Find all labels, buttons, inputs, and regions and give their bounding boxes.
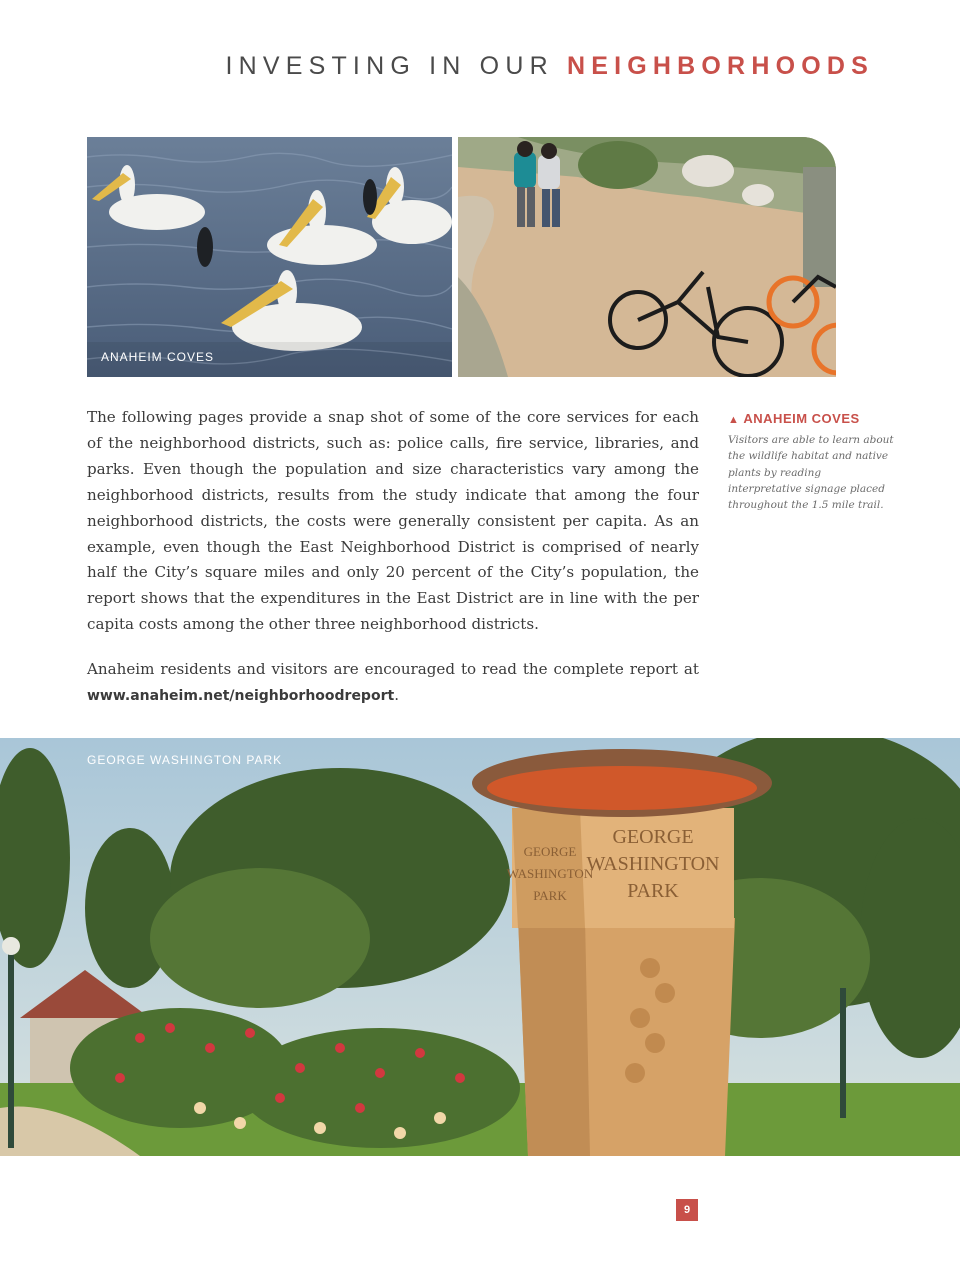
report-link[interactable]: www.anaheim.net/neighborhoodreport (87, 688, 395, 705)
photo-caption (728, 411, 898, 513)
park-photo-label: GEORGE WASHINGTON PARK (87, 753, 283, 767)
page-header (225, 52, 874, 81)
sign-side-line-1: GEORGE (523, 844, 577, 859)
sign-front-line-3: PARK (627, 880, 679, 902)
report-link-suffix: . (394, 686, 399, 705)
header-title-accent: NEIGHBORHOODS (566, 52, 874, 80)
park-monument-photo (0, 738, 960, 1156)
trail-bikes-photo (458, 137, 836, 377)
pelicans-photo (87, 137, 452, 377)
triangle-up-icon: ▲ (728, 414, 740, 426)
sign-side-line-3: PARK (533, 888, 567, 903)
intro-paragraph: The following pages provide a snap shot of some of the core services for each of the neighborhood districts, such as: police calls, fire service, libraries, and parks. Even though the population and size characteristics vary among the neighborhood districts, results from the study indicate that among the four neighborhood districts, the costs were generally consistent per capita. As an example, even though the East Neighborhood District is comprised of nearly half the City’s square miles and only 20 percent of the City’s population, the report shows that the expenditures in the East District are in line with the per capita costs among the other three neighborhood districts. (87, 408, 699, 634)
caption-title-text: ANAHEIM COVES (743, 411, 860, 426)
sign-front-line-2: WASHINGTON (586, 853, 720, 875)
page-number: 9 (676, 1199, 698, 1221)
caption-text: Visitors are able to learn about the wildlife habitat and native plants by reading interpretative signage placed throughout the 1.5 mile trail. (728, 434, 894, 512)
sign-front-line-1: GEORGE (612, 826, 694, 848)
body-text (87, 405, 699, 729)
coves-photo-label: ANAHEIM COVES (101, 350, 215, 364)
caption-title (728, 411, 898, 426)
report-paragraph (87, 657, 699, 710)
header-title-plain: INVESTING IN OUR (225, 52, 554, 80)
sign-side-line-2: WASHINGTON (506, 866, 594, 881)
report-paragraph-text: Anaheim residents and visitors are encouraged to read the complete report at (87, 660, 699, 679)
